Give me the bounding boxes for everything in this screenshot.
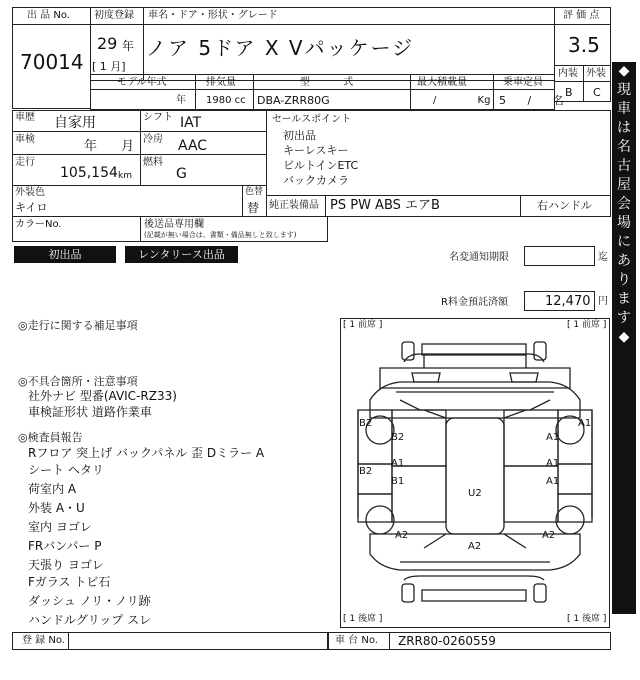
rental-listing-tag: レンタリース出品 xyxy=(125,246,238,263)
fuel-label: 燃料 xyxy=(143,157,163,168)
diagram-top-right-label: [ 1 前席 ] xyxy=(567,320,607,330)
reg-month: [ 1 月] xyxy=(92,60,126,73)
inspector-4: 外装 A・U xyxy=(28,501,85,515)
equipment-label: 純正装備品 xyxy=(269,200,319,211)
inspection-label: 車検 xyxy=(15,134,35,145)
exterior-label: 外装 xyxy=(586,68,606,79)
sales-points-label: セールスポイント xyxy=(272,114,352,125)
displacement-label: 排気量 xyxy=(206,77,236,88)
sidebar-char: 屋 xyxy=(617,177,631,193)
history-label: 車歴 xyxy=(15,112,35,123)
first-reg-label: 初度登録 xyxy=(94,10,134,21)
aftermarket-note: (記載が無い場合は、書類・備品無しと致します) xyxy=(144,231,297,239)
inspector-3: 荷室内 A xyxy=(28,482,77,496)
first-listing-tag: 初出品 xyxy=(14,246,116,263)
inspector-title: ◎検査員報告 xyxy=(18,431,83,444)
sidebar-char: ま xyxy=(617,291,631,307)
lot-no: 70014 xyxy=(20,50,84,74)
inspector-10: ハンドルグリップ スレ xyxy=(28,613,152,627)
ac: AAC xyxy=(178,138,208,154)
sales-point-1: 初出品 xyxy=(283,129,316,142)
shift-label: シフト xyxy=(143,112,173,123)
mark-b2-inner: B2 xyxy=(391,432,405,443)
sidebar-char: す xyxy=(617,310,631,326)
sidebar-char: 車 xyxy=(617,101,631,117)
sidebar-char: 現 xyxy=(617,82,631,98)
reg-no-label: 登 録 No. xyxy=(22,635,65,646)
inspector-9: ダッシュ ノリ・ノリ跡 xyxy=(28,594,151,608)
exterior-grade: C xyxy=(593,86,601,99)
aftermarket-label: 後送品専用欄 xyxy=(144,219,204,230)
fuel: G xyxy=(176,166,187,182)
mark-u2: U2 xyxy=(468,488,482,499)
color-box xyxy=(12,185,267,217)
inspector-5: 室内 ヨゴレ xyxy=(28,520,92,534)
mileage-label: 走行 xyxy=(15,157,35,168)
car-name: ノア 5ドア X Vパッケージ xyxy=(146,36,415,60)
defects-title: ◎不具合箇所・注意事項 xyxy=(18,375,138,388)
transfer-unit: 迄 xyxy=(598,252,608,263)
model-code: DBA-ZRR80G xyxy=(257,94,330,107)
mark-a2-right: A2 xyxy=(542,530,556,541)
lot-no-label: 出 品 No. xyxy=(27,10,70,21)
inspector-8: Fガラス トビ石 xyxy=(28,575,111,589)
max-load: / Kg xyxy=(433,95,491,106)
sidebar-char: ◆ xyxy=(618,329,630,345)
color-no-label: カラーNo. xyxy=(15,219,62,230)
chassis-label: 車 台 No. xyxy=(335,635,378,646)
defect-1: 社外ナビ 型番(AVIC-RZ33) xyxy=(28,389,177,403)
inspector-1: Rフロア 突上げ バックパネル 歪 Dミラー A xyxy=(28,446,265,460)
inspection: 年 月 xyxy=(84,139,135,154)
color-change-label: 色替 xyxy=(245,187,264,197)
mark-b2-left: B2 xyxy=(359,418,373,429)
max-load-label: 最大積載量 xyxy=(417,77,467,88)
equipment: PS PW ABS エアB xyxy=(330,198,440,213)
mark-b1-left: B1 xyxy=(391,476,405,487)
capacity: 5 / 名 xyxy=(499,94,564,107)
inspector-6: FRバンパー P xyxy=(28,539,102,553)
model-year-unit: 年 xyxy=(176,95,186,106)
sales-point-4: バックカメラ xyxy=(283,174,349,187)
driving-notes-title: ◎走行に関する補足事項 xyxy=(18,319,138,332)
transfer-label: 名変通知期限 xyxy=(449,252,509,263)
capacity-label: 乗車定員 xyxy=(503,77,543,88)
sidebar-char: は xyxy=(617,120,631,136)
mark-a1-right: A1 xyxy=(578,418,592,429)
mark-b2-right: B2 xyxy=(359,466,373,477)
score-value: 3.5 xyxy=(568,33,600,57)
shift: IAT xyxy=(180,115,202,131)
color: キイロ xyxy=(15,201,48,214)
sidebar-char: 名 xyxy=(617,139,631,155)
diagram-bottom-right-label: [ 1 後席 ] xyxy=(567,614,607,624)
mark-a1-right-inner: A1 xyxy=(546,432,560,443)
sales-point-3: ビルトインETC xyxy=(283,159,359,172)
interior-grade: B xyxy=(565,86,573,99)
sidebar-char: あ xyxy=(617,253,631,269)
model-year-label: モデル年式 xyxy=(117,77,167,88)
transfer-field xyxy=(524,246,595,266)
score-label: 評 価 点 xyxy=(563,10,600,21)
history: 自家用 xyxy=(54,115,96,131)
sidebar-char: 古 xyxy=(617,158,631,174)
ac-label: 冷房 xyxy=(143,134,163,145)
diagram-top-left-label: [ 1 前席 ] xyxy=(343,320,383,330)
defect-2: 車検証形状 道路作業車 xyxy=(28,405,152,419)
car-name-label: 車名・ドア・形状・グレード xyxy=(148,10,278,21)
year-unit: 年 xyxy=(122,39,135,53)
mark-a1-right-2: A1 xyxy=(546,458,560,469)
chassis-no: ZRR80-0260559 xyxy=(398,634,496,648)
sales-point-2: キーレスキー xyxy=(283,144,349,157)
sidebar-char: ◆ xyxy=(618,63,630,79)
steering: 右ハンドル xyxy=(537,199,592,212)
displacement: 1980 cc xyxy=(206,95,246,106)
model-label: 型 式 xyxy=(300,77,354,88)
mark-a2-bottom: A2 xyxy=(468,541,482,552)
inspector-7: 天張り ヨゴレ xyxy=(28,558,104,572)
car-body-diagram xyxy=(340,318,610,628)
mark-a1-right-3: A1 xyxy=(546,476,560,487)
sidebar-char: 場 xyxy=(617,215,631,231)
color-label: 外装色 xyxy=(15,187,45,198)
sidebar-char: に xyxy=(617,234,631,250)
recycle-value: 12,470 xyxy=(545,294,591,309)
diagram-bottom-left-label: [ 1 後席 ] xyxy=(343,614,383,624)
recycle-label: R料金預託済額 xyxy=(441,297,508,308)
interior-label: 内装 xyxy=(558,68,578,79)
sidebar-char: り xyxy=(617,272,631,288)
mileage-unit: km xyxy=(118,171,132,181)
mark-a1-left-mid: A1 xyxy=(391,458,405,469)
venue-sidebar xyxy=(612,62,636,614)
inspector-2: シート ヘタリ xyxy=(28,463,104,477)
color-change: 替 xyxy=(247,201,260,215)
reg-year: 29 xyxy=(97,34,118,53)
mileage: 105,154 xyxy=(60,165,118,181)
recycle-unit: 円 xyxy=(598,296,608,307)
mark-a2-left: A2 xyxy=(395,530,409,541)
sidebar-char: 会 xyxy=(617,196,631,212)
